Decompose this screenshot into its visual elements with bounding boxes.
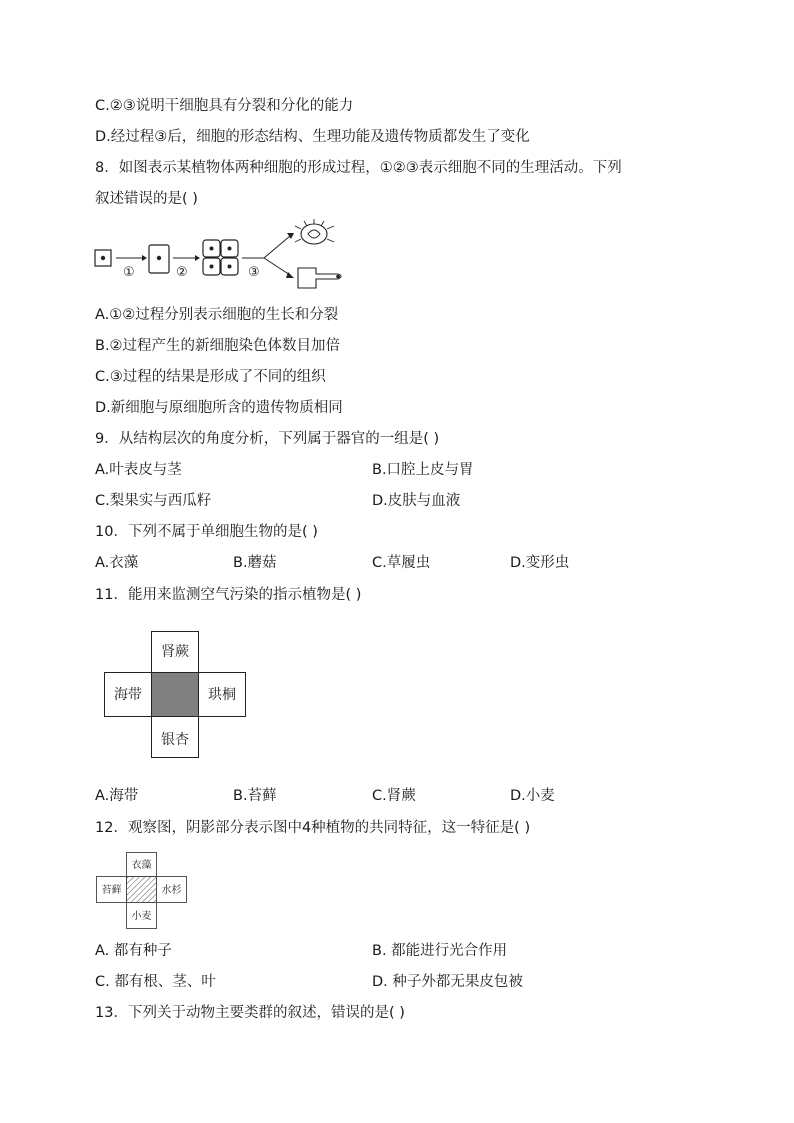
- q10-option-c: C.草履虫: [372, 555, 431, 571]
- q10-option-b: B.蘑菇: [233, 555, 277, 571]
- q8-arrow-1: [142, 255, 147, 261]
- q12-hatched-center: [127, 877, 157, 903]
- q12-cross-diagram: [96, 852, 188, 930]
- q7-option-c: C.②③说明干细胞具有分裂和分化的能力: [95, 98, 354, 114]
- q8-specialized-cell-1: [295, 219, 334, 244]
- q8-option-d: D.新细胞与原细胞所含的遗传物质相同: [95, 400, 343, 416]
- q8-label-3: ③: [248, 265, 260, 280]
- q10-option-a: A.衣藻: [95, 555, 139, 571]
- q8-option-a: A.①②过程分别表示细胞的生长和分裂: [95, 307, 339, 323]
- q8-label-1: ①: [123, 265, 135, 280]
- q11-shaded-center: [152, 673, 199, 717]
- q11-stem: 11．能用来监测空气污染的指示植物是( ): [95, 587, 362, 603]
- q12-label-right: 水杉: [161, 885, 182, 896]
- q12-option-b: B. 都能进行光合作用: [372, 943, 508, 959]
- q11-option-d: D.小麦: [510, 788, 555, 804]
- q8-specialized-cell-2: [298, 268, 341, 288]
- q8-option-b: B.②过程产生的新细胞染色体数目加倍: [95, 338, 341, 354]
- q9-option-a: A.叶表皮与茎: [95, 462, 182, 478]
- q9-stem: 9．从结构层次的角度分析，下列属于器官的一组是( ): [95, 431, 440, 447]
- q12-option-a: A. 都有种子: [95, 943, 172, 959]
- q7-option-d: D.经过程③后，细胞的形态结构、生理功能及遗传物质都发生了变化: [95, 129, 530, 145]
- q9-option-d: D.皮肤与血液: [372, 493, 461, 509]
- q8-cell-nucleus: [157, 256, 161, 260]
- q11-label-right: 珙桐: [208, 687, 236, 703]
- q11-option-b: B.苔藓: [233, 788, 277, 804]
- q10-option-d: D.变形虫: [510, 555, 570, 571]
- q12-label-left: 苔藓: [101, 885, 122, 896]
- q9-option-c: C.梨果实与西瓜籽: [95, 493, 212, 509]
- q10-stem: 10．下列不属于单细胞生物的是( ): [95, 524, 318, 540]
- q11-label-bottom: 银杏: [161, 732, 189, 748]
- q8-divided-cells: [203, 240, 238, 275]
- q9-option-b: B.口腔上皮与胃: [372, 462, 474, 478]
- q13-stem: 13．下列关于动物主要类群的叙述，错误的是( ): [95, 1005, 405, 1021]
- q12-option-d: D. 种子外都无果皮包被: [372, 974, 523, 990]
- q11-label-top: 肾蕨: [161, 644, 189, 660]
- q12-label-top: 衣藻: [131, 860, 152, 871]
- q12-option-c: C. 都有根、茎、叶: [95, 974, 216, 990]
- q11-option-c: C.肾蕨: [372, 788, 416, 804]
- q8-option-c: C.③过程的结果是形成了不同的组织: [95, 369, 326, 385]
- q8-stem-line2: 叙述错误的是( ): [95, 191, 198, 207]
- q8-cell-nucleus: [101, 256, 105, 260]
- q8-cell-diagram: [92, 218, 352, 290]
- q11-option-a: A.海带: [95, 788, 139, 804]
- q11-label-left: 海带: [114, 687, 142, 703]
- q8-arrow-2: [195, 255, 200, 261]
- q8-label-2: ②: [176, 265, 188, 280]
- q12-label-bottom: 小麦: [131, 911, 152, 922]
- q11-cross-diagram: [103, 631, 247, 759]
- q12-stem: 12．观察图，阴影部分表示图中4种植物的共同特征，这一特征是( ): [95, 820, 531, 836]
- q8-stem-line1: 8．如图表示某植物体两种细胞的形成过程，①②③表示细胞不同的生理活动。下列: [95, 160, 622, 176]
